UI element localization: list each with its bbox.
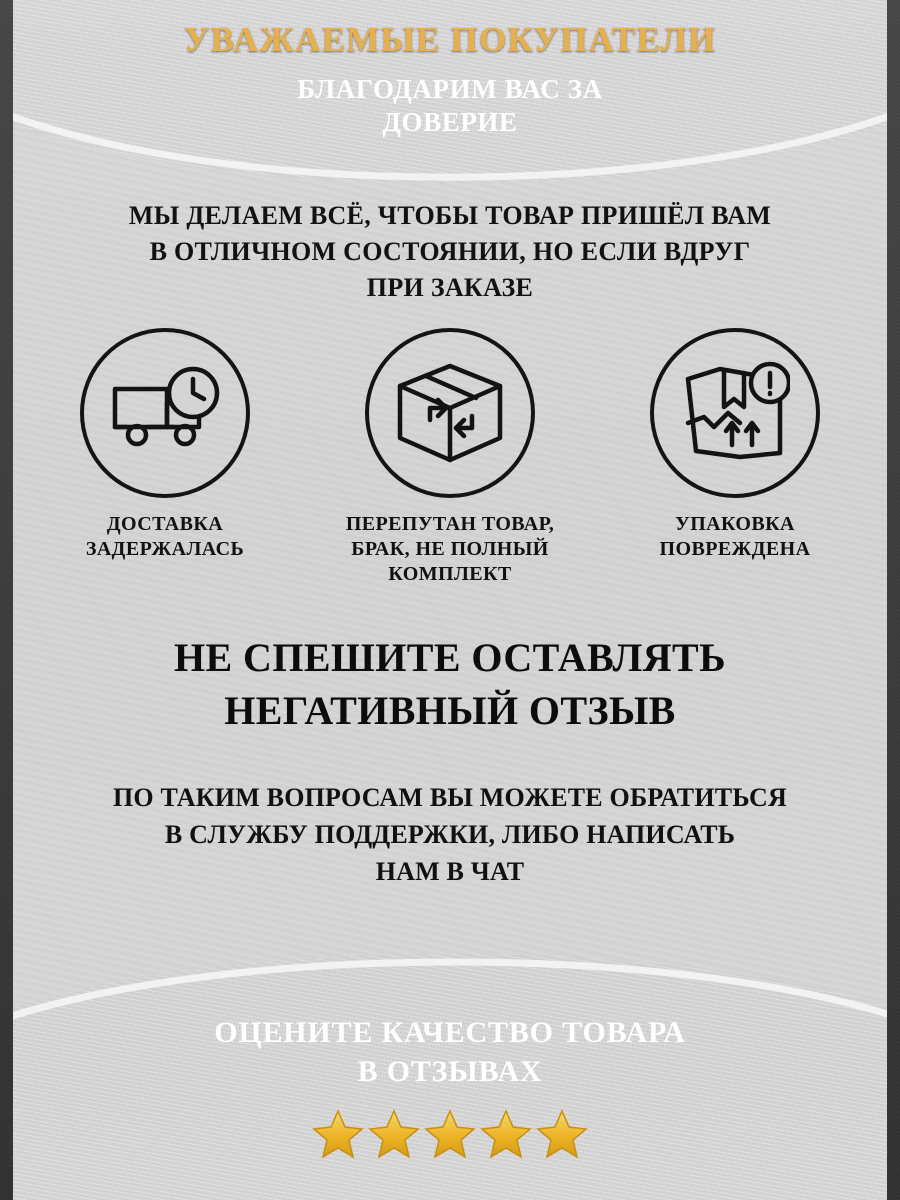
rating-stars xyxy=(0,1109,900,1164)
main-message-line2: НЕГАТИВНЫЙ ОТЗЫВ xyxy=(224,687,676,733)
header-subtitle-line1: БЛАГОДАРИМ ВАС ЗА xyxy=(297,73,603,104)
issue-icon-wrapper xyxy=(365,328,535,498)
footer xyxy=(0,1014,900,1164)
damaged-package-icon xyxy=(680,361,790,465)
issue-caption-line2: ЗАДЕРЖАЛАСЬ xyxy=(85,538,245,560)
issue-caption-damaged-package xyxy=(610,512,860,562)
issue-caption-line1: ПЕРЕПУТАН ТОВАР, xyxy=(345,513,555,535)
issue-caption-line1: ДОСТАВКА xyxy=(106,513,224,535)
footer-title-line2: В ОТЗЫВАХ xyxy=(357,1054,543,1088)
intro-line2: В ОТЛИЧНОМ СОСТОЯНИИ, НО ЕСЛИ ВДРУГ xyxy=(149,236,751,266)
main-message xyxy=(70,632,830,738)
support-message-line1: ПО ТАКИМ ВОПРОСАМ ВЫ МОЖЕТЕ ОБРАТИТЬСЯ xyxy=(112,783,788,812)
issue-caption-line3: КОМПЛЕКТ xyxy=(388,563,512,585)
page-title: УВАЖАЕМЫЕ ПОКУПАТЕЛИ xyxy=(183,20,717,59)
footer-title xyxy=(0,1014,900,1091)
issue-caption-wrong-product xyxy=(325,512,575,587)
delivery-truck-clock-icon xyxy=(105,365,225,461)
star-icon xyxy=(312,1109,364,1164)
intro-line1: МЫ ДЕЛАЕМ ВСЁ, ЧТОБЫ ТОВАР ПРИШЁЛ ВАМ xyxy=(128,201,772,230)
issue-icon-wrapper xyxy=(650,328,820,498)
issue-caption-line1: УПАКОВКА xyxy=(675,513,795,535)
star-icon xyxy=(536,1109,588,1164)
issue-item-delivery xyxy=(40,328,290,562)
issue-item-damaged-package xyxy=(610,328,860,562)
intro-line3: ПРИ ЗАКАЗЕ xyxy=(366,272,534,302)
header-subtitle xyxy=(0,73,900,139)
issue-item-wrong-product xyxy=(325,328,575,587)
star-icon xyxy=(368,1109,420,1164)
issue-caption-line2: БРАК, НЕ ПОЛНЫЙ xyxy=(351,538,549,560)
support-message-line2: В СЛУЖБУ ПОДДЕРЖКИ, ЛИБО НАПИСАТЬ xyxy=(164,819,736,849)
intro-text xyxy=(60,198,840,306)
star-icon xyxy=(424,1109,476,1164)
main-message-line1: НЕ СПЕШИТЕ ОСТАВЛЯТЬ xyxy=(174,635,726,680)
box-return-arrows-icon xyxy=(390,358,510,468)
issue-caption-line2: ПОВРЕЖДЕНА xyxy=(659,538,811,560)
issues-list xyxy=(40,328,860,587)
support-message-line3: НАМ В ЧАТ xyxy=(375,856,525,886)
issue-icon-wrapper xyxy=(80,328,250,498)
header-subtitle-line2: ДОВЕРИЕ xyxy=(382,106,518,137)
issue-caption-delivery xyxy=(40,512,290,562)
support-message xyxy=(55,780,845,891)
header xyxy=(0,22,900,139)
star-icon xyxy=(480,1109,532,1164)
footer-title-line1: ОЦЕНИТЕ КАЧЕСТВО ТОВАРА xyxy=(214,1016,686,1050)
